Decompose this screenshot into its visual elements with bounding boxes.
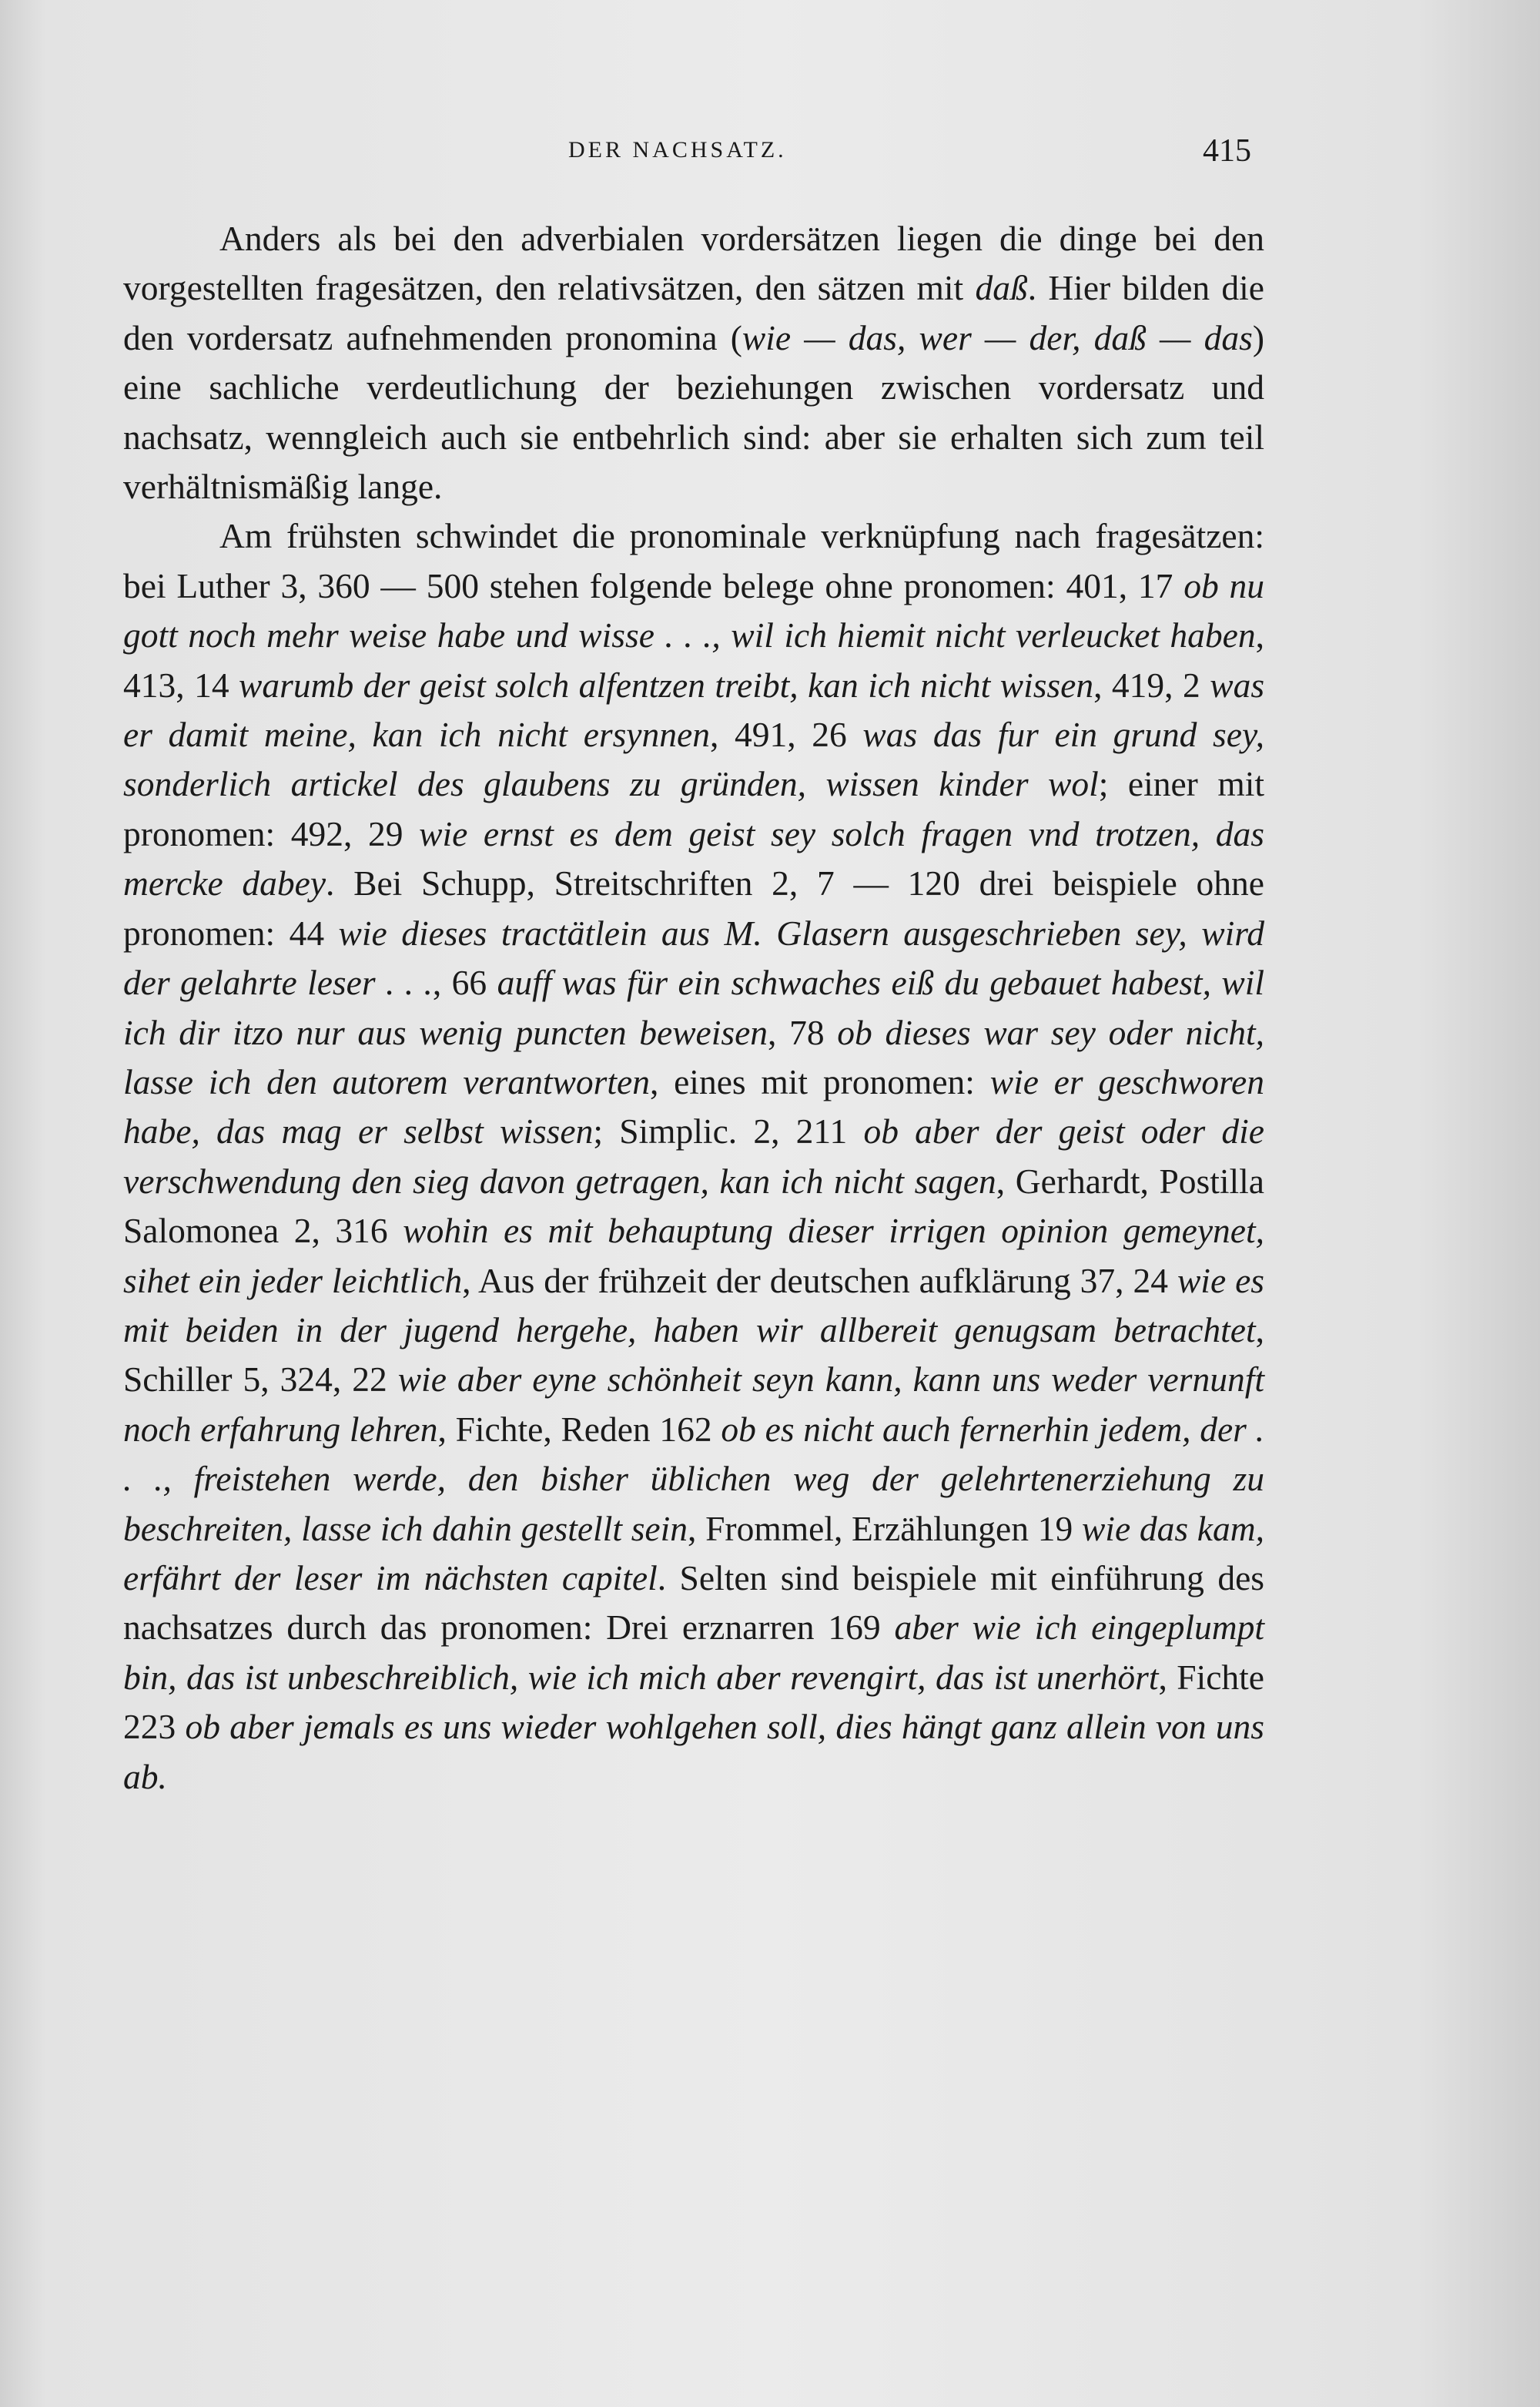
body-text-run: Am frühsten schwindet die pronominale verknüpfung nach fragesätzen: bei Luther 3, 360 — 500 stehen folgende belege ohne pronomen: 401, 17 <box>123 516 1264 605</box>
body-text-run: , eines mit pronomen: <box>649 1061 990 1101</box>
body-text-run: , 491, 26 <box>709 715 863 755</box>
body-text-run: Anders als bei den adverbialen vordersätzen liegen die dinge bei den vorgestellten fragesätzen, den relativsätzen, den sätzen mit <box>123 219 1264 308</box>
example-quote: wie das kam, erfährt der leser im nächsten capitel <box>123 1508 1264 1597</box>
example-quote: wie aber eyne schönheit seyn kann, kann uns weder vernunft noch erfahrung lehren <box>123 1359 1264 1449</box>
body-text-run: ) eine sachliche verdeutlichung der beziehungen zwischen vordersatz und nachsatz, wenngleich auch sie entbehrlich sind: aber sie erhalten sich zum teil verhältnismäßig lange. <box>123 317 1265 507</box>
body-text-run: , 419, 2 <box>1093 665 1210 705</box>
body-text-run: , Frommel, Erzählungen 19 <box>688 1508 1082 1548</box>
example-quote: ob dieses war sey oder nicht, lasse ich den autorem verantworten <box>123 1012 1264 1101</box>
example-quote: ob nu gott noch mehr weise habe und wisse . . ., wil ich hiemit nicht verleucket haben <box>123 565 1264 655</box>
example-quote: was er damit meine, kan ich nicht ersynnen <box>123 665 1265 755</box>
running-head-title: DER NACHSATZ. <box>568 137 787 163</box>
body-text <box>123 214 1264 1802</box>
body-text-run: , Aus der frühzeit der deutschen aufklärung 37, 24 <box>462 1260 1177 1300</box>
body-text-run: , 78 <box>768 1012 838 1052</box>
body-text-run: , Fichte, Reden 162 <box>437 1409 721 1449</box>
example-quote: was das fur ein grund sey, sonderlich artickel des glaubens zu gründen, wissen kinder wol <box>123 715 1265 804</box>
body-text-run: ; Simplic. 2, 211 <box>593 1111 864 1152</box>
example-quote: wie dieses tractätlein aus M. Glasern ausgeschrieben sey, wird der gelahrte leser . . . <box>123 913 1264 1003</box>
example-quote: wohin es mit behauptung dieser irrigen opinion gemeynet, sihet ein jeder leichtlich <box>123 1211 1264 1300</box>
body-text-run: , Fichte 223 <box>123 1657 1265 1747</box>
running-head <box>0 133 1540 183</box>
paragraph-examples <box>123 511 1264 1802</box>
example-quote: wie er geschworen habe, das mag er selbst wissen <box>123 1061 1265 1152</box>
body-text-run: , Schiller 5, 324, 22 <box>123 1309 1264 1400</box>
body-text-run: . Hier bilden die den vordersatz aufnehmenden pronomina ( <box>123 268 1264 357</box>
example-quote: auff was für ein schwaches eiß du gebauet habest, wil ich dir itzo nur aus wenig puncten beweisen <box>123 963 1264 1052</box>
example-quote: ob aber jemals es uns wieder wohlgehen soll, dies hängt ganz allein von uns ab. <box>123 1707 1265 1796</box>
body-text-run: ; einer mit pronomen: 492, 29 <box>123 764 1265 853</box>
example-quote: daß <box>975 268 1028 308</box>
paragraph-pronomina <box>123 214 1264 511</box>
example-quote: aber wie ich eingeplumpt bin, das ist unbeschreiblich, wie ich mich aber revengirt, das ist unerhört <box>123 1607 1264 1697</box>
example-quote: ob es nicht auch fernerhin jedem, der . . ., freistehen werde, den bisher üblichen weg der gelehrtenerziehung zu beschreiten, lasse ich dahin gestellt sein <box>123 1409 1264 1548</box>
body-text-run: , 413, 14 <box>123 615 1264 705</box>
body-text-run: , Gerhardt, Postilla Salomonea 2, 316 <box>123 1161 1265 1251</box>
example-quote: wie ernst es dem geist sey solch fragen vnd trotzen, das mercke dabey <box>123 813 1264 903</box>
example-quote: wie es mit beiden in der jugend hergehe, haben wir allbereit genugsam betrachtet <box>123 1260 1264 1349</box>
page-number: 415 <box>1203 133 1251 169</box>
example-quote: wie — das, wer — der, daß — das <box>742 317 1253 357</box>
example-quote: ob aber der geist oder die verschwendung den sieg davon getragen, kan ich nicht sagen <box>123 1111 1264 1201</box>
body-text-run: . Bei Schupp, Streitschriften 2, 7 — 120 drei beispiele ohne pronomen: 44 <box>123 863 1264 953</box>
example-quote: warumb der geist solch alfentzen treibt, kan ich nicht wissen <box>239 665 1094 705</box>
body-text-run: , 66 <box>432 963 497 1003</box>
body-text-run: . Selten sind beispiele mit einführung des nachsatzes durch das pronomen: Drei erznarren 169 <box>123 1557 1264 1648</box>
